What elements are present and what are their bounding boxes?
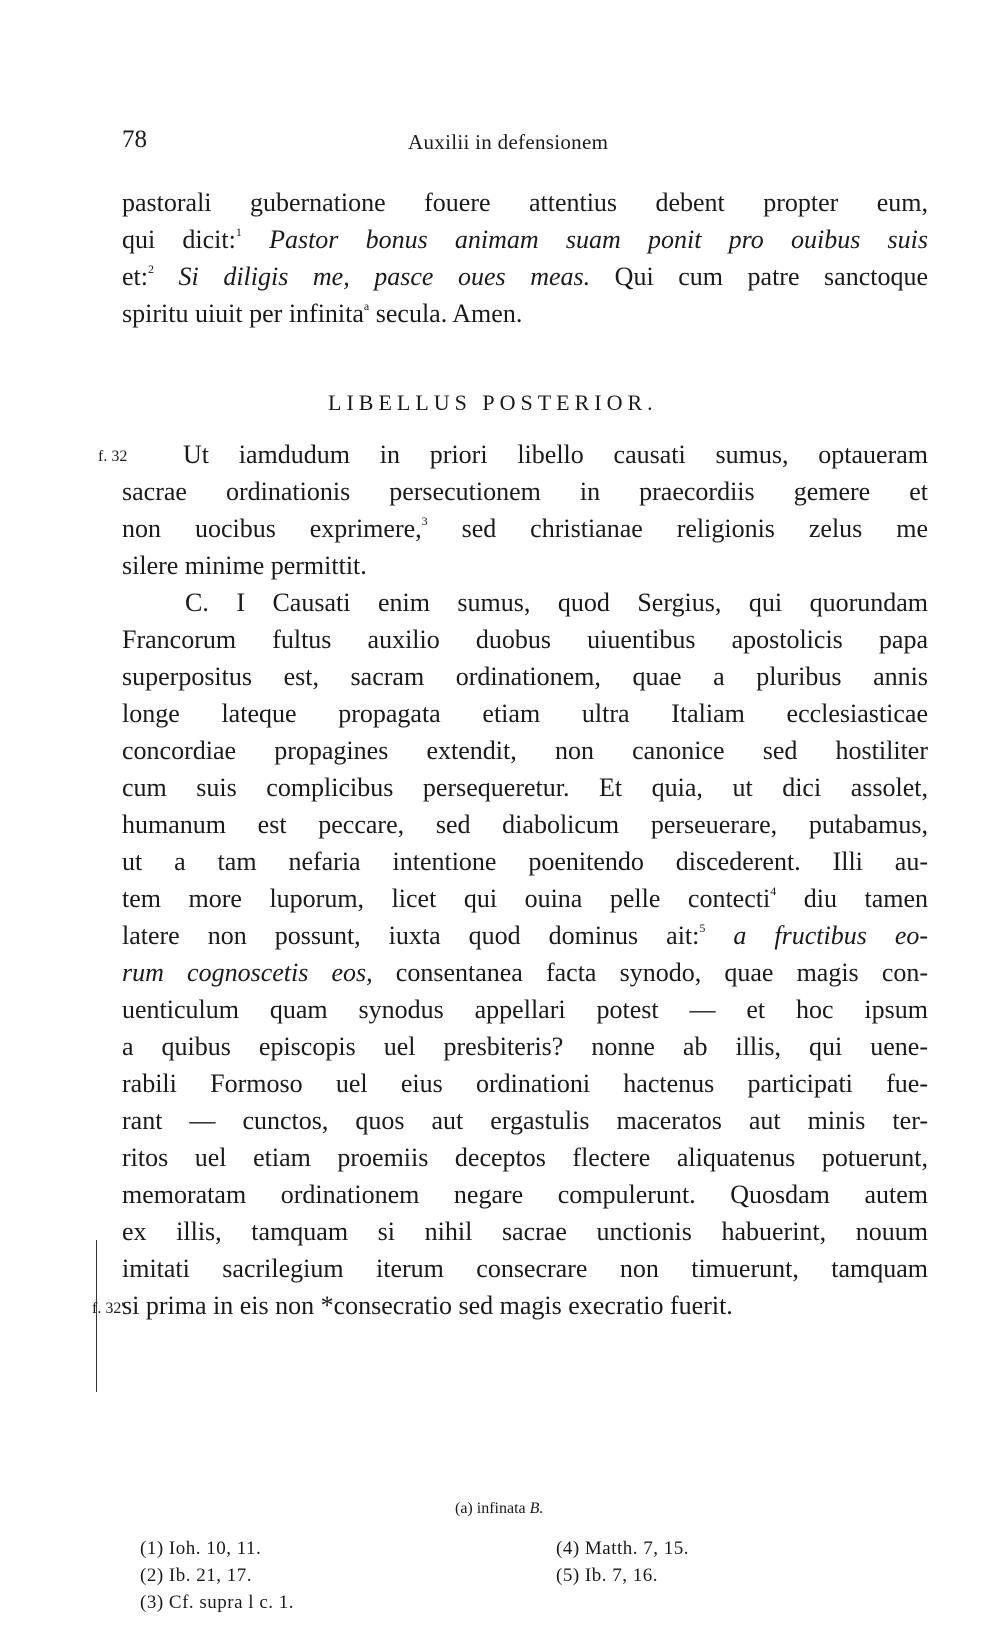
text-line: cum suis complicibus persequeretur. Et quia, ut dici assolet,: [122, 773, 928, 802]
footnote: (1) Ioh. 10, 11.: [140, 1538, 262, 1559]
variant-note: (a) infinata B.: [455, 1500, 544, 1517]
text-line: longe lateque propagata etiam ultra Italiam ecclesiasticae: [122, 699, 928, 728]
running-title: Auxilii in defensionem: [408, 130, 609, 154]
text-line: silere minime permittit.: [122, 551, 367, 580]
text-line: superpositus est, sacram ordinationem, quae a pluribus annis: [122, 662, 928, 691]
text-line: memoratam ordinationem negare compulerunt. Quosdam autem: [122, 1180, 928, 1209]
text-line: tem more luporum, licet qui ouina pelle contecti$^4$ diu tamen: [122, 884, 929, 913]
text-line: rum cognoscetis eos, consentanea facta synodo, quae magis con-: [122, 958, 929, 987]
text-line: humanum est peccare, sed diabolicum perseuerare, putabamus,: [122, 810, 928, 839]
text-line: a quibus episcopis uel presbiteris? nonne ab illis, qui uene-: [122, 1032, 928, 1061]
text-line: spiritu uiuit per infinita$^a$ secula. Amen.: [122, 299, 523, 328]
text-line: imitati sacrilegium iterum consecrare non timuerunt, tamquam: [122, 1254, 928, 1283]
text-line: rant — cunctos, quos aut ergastulis maceratos aut minis ter-: [122, 1106, 928, 1135]
footnote: (3) Cf. supra l c. 1.: [140, 1592, 295, 1613]
text-line: latere non possunt, iuxta quod dominus ait:$^5$ a fructibus eo-: [122, 921, 929, 950]
text-line: concordiae propagines extendit, non canonice sed hostiliter: [122, 736, 928, 765]
footnote: (2) Ib. 21, 17.: [140, 1565, 252, 1586]
section-heading: LIBELLUS POSTERIOR.: [328, 390, 658, 415]
text-line: si prima in eis non *consecratio sed magis execratio fuerit.: [122, 1291, 733, 1320]
text-line: pastorali gubernatione fouere attentius debent propter eum,: [122, 188, 928, 217]
text-line: Ut iamdudum in priori libello causati sumus, optaueram: [183, 440, 928, 469]
text-line: non uocibus exprimere,$^3$ sed christianae religionis zelus me: [122, 514, 928, 543]
text-line: ritos uel etiam proemiis deceptos flectere aliquatenus potuerunt,: [122, 1143, 928, 1172]
text-line: ex illis, tamquam si nihil sacrae unctionis habuerint, nouum: [122, 1217, 928, 1246]
footnote: (4) Matth. 7, 15.: [556, 1538, 690, 1559]
text-line: uenticulum quam synodus appellari potest — et hoc ipsum: [122, 995, 928, 1024]
folio-marker: f. 32': [92, 1300, 125, 1317]
text-line: et:$^2$ Si diligis me, pasce oues meas. Qui cum patre sanctoque: [122, 262, 928, 291]
text-line: rabili Formoso uel eius ordinationi hactenus participati fue-: [122, 1069, 928, 1098]
footnote: (5) Ib. 7, 16.: [556, 1565, 658, 1586]
text-line: C. I Causati enim sumus, quod Sergius, qui quorundam: [185, 588, 928, 617]
text-line: Francorum fultus auxilio duobus uiuentibus apostolicis papa: [122, 625, 928, 654]
text-line: sacrae ordinationis persecutionem in praecordiis gemere et: [122, 477, 928, 506]
folio-marker: f. 32: [98, 448, 128, 465]
text-line: qui dicit:$^1$ Pastor bonus animam suam ponit pro ouibus suis: [122, 225, 928, 254]
text-line: ut a tam nefaria intentione poenitendo discederent. Illi au-: [122, 847, 928, 876]
page-number: 78: [122, 126, 147, 153]
